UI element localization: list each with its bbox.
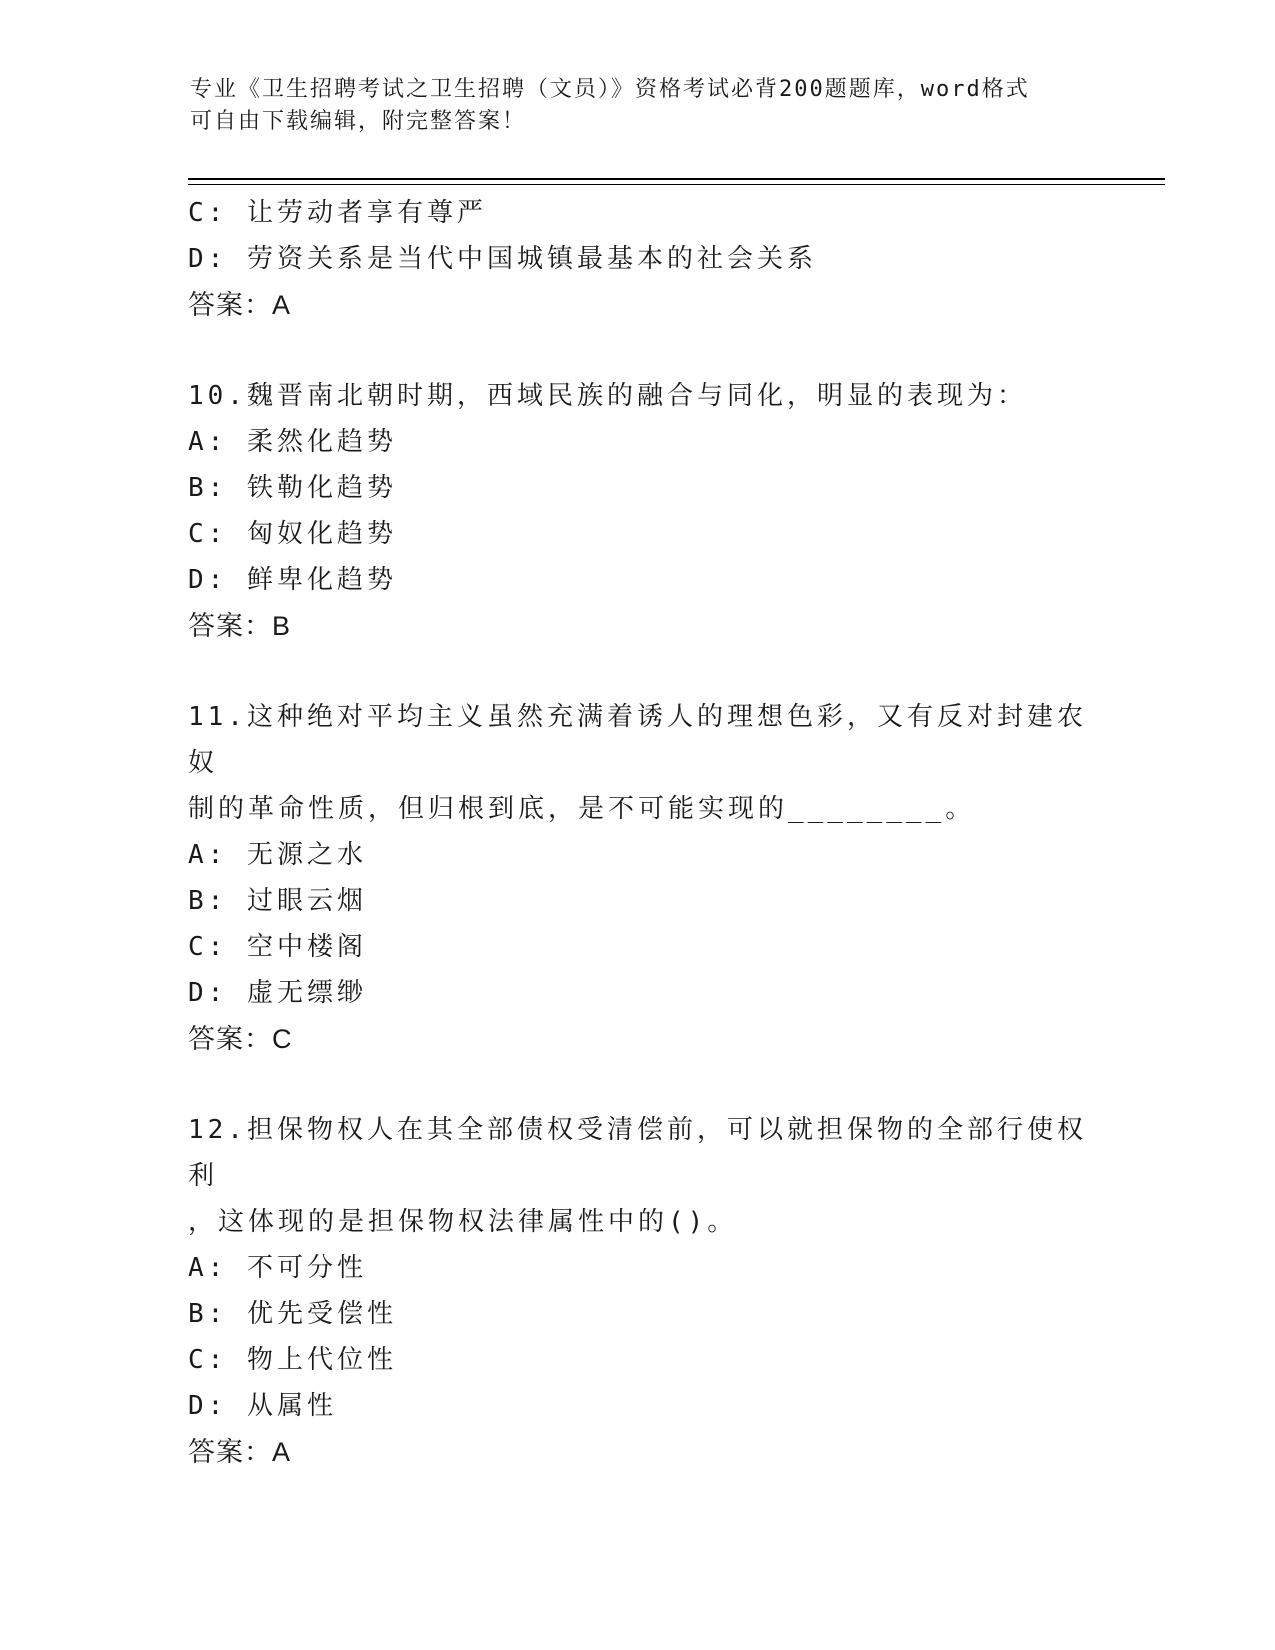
question-title-line-2: ，这体现的是担保物权法律属性中的()。 <box>188 1207 738 1237</box>
option-d: D: 劳资关系是当代中国城镇最基本的社会关系 <box>188 244 817 274</box>
header-divider-thick <box>188 178 1165 180</box>
question-12 <box>188 1107 1088 1475</box>
question-10 <box>188 373 1088 649</box>
question-9-continuation <box>188 190 1088 328</box>
option-c: C: 物上代位性 <box>188 1345 397 1375</box>
header-title-line-2: 可自由下载编辑，附完整答案！ <box>190 109 527 134</box>
header-divider-thin <box>188 184 1165 185</box>
option-a: A: 柔然化趋势 <box>188 427 397 457</box>
question-title-line-1: 11.这种绝对平均主义虽然充满着诱人的理想色彩，又有反对封建农奴 <box>188 702 1087 778</box>
option-c: C: 让劳动者享有尊严 <box>188 198 487 228</box>
option-c: C: 空中楼阁 <box>188 932 367 962</box>
option-d: D: 虚无缥缈 <box>188 978 367 1008</box>
option-b: B: 铁勒化趋势 <box>188 473 397 503</box>
option-c: C: 匈奴化趋势 <box>188 519 397 549</box>
option-b: B: 优先受偿性 <box>188 1299 397 1329</box>
answer-line: 答案：A <box>188 290 292 320</box>
question-title: 10.魏晋南北朝时期，西域民族的融合与同化，明显的表现为： <box>188 381 1027 411</box>
option-a: A: 无源之水 <box>188 840 367 870</box>
option-b: B: 过眼云烟 <box>188 886 367 916</box>
question-title-line-1: 12.担保物权人在其全部债权受清偿前，可以就担保物的全部行使权利 <box>188 1115 1087 1191</box>
answer-line: 答案：B <box>188 611 292 641</box>
option-a: A: 不可分性 <box>188 1253 367 1283</box>
answer-line: 答案：C <box>188 1024 293 1054</box>
question-11 <box>188 694 1088 1062</box>
answer-line: 答案：A <box>188 1437 292 1467</box>
question-list <box>188 190 1088 1475</box>
option-d: D: 从属性 <box>188 1391 337 1421</box>
option-d: D: 鲜卑化趋势 <box>188 565 397 595</box>
header-title-line-1: 专业《卫生招聘考试之卫生招聘（文员）》资格考试必背200题题库，word格式 <box>190 77 1030 102</box>
document-header <box>190 74 1080 138</box>
question-title-line-2: 制的革命性质，但归根到底，是不可能实现的________。 <box>188 794 976 824</box>
